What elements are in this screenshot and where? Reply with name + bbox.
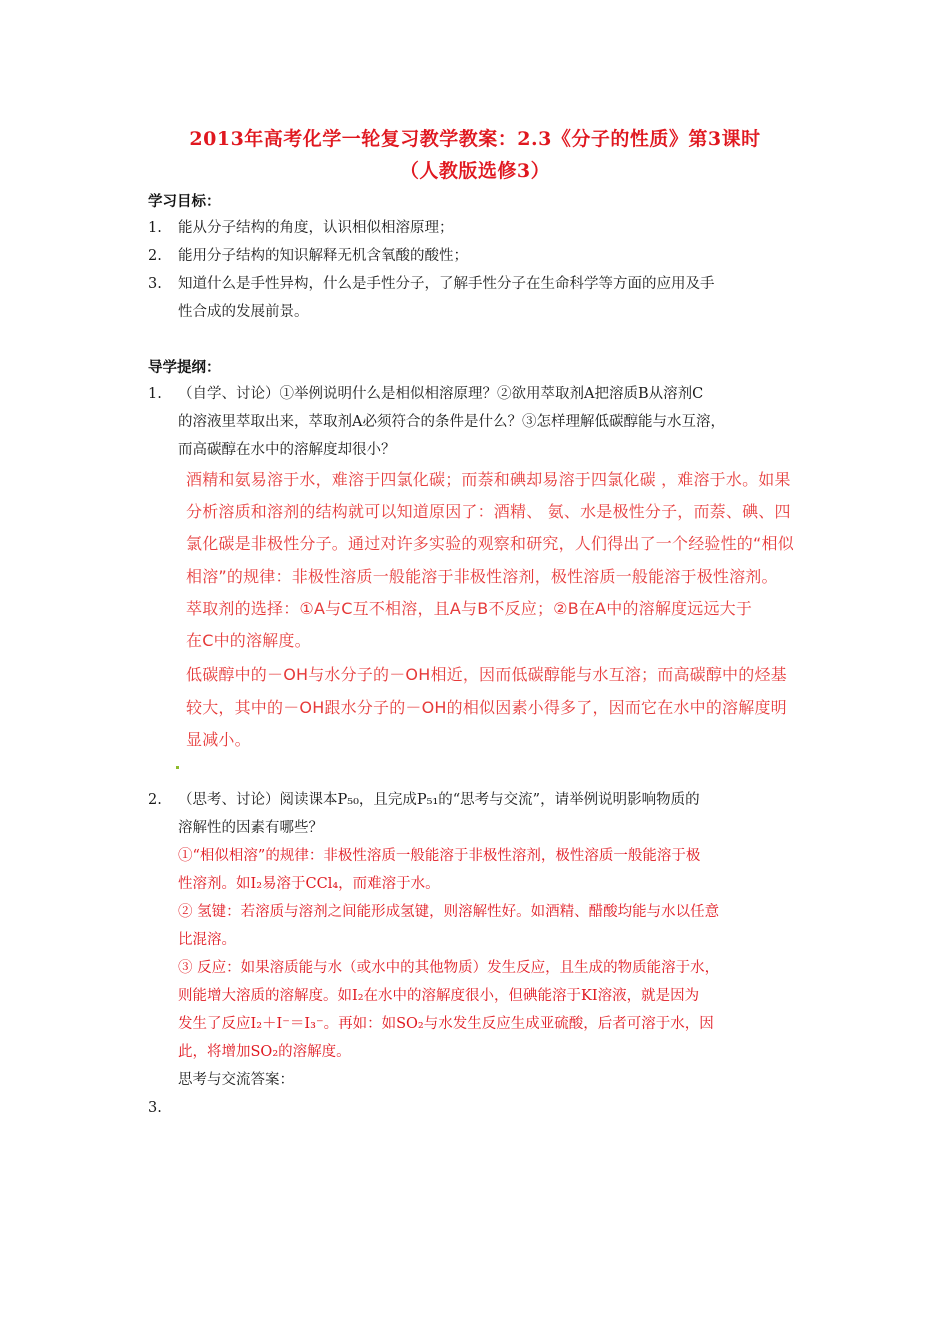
question-1-line1: （自学、讨论）①举例说明什么是相似相溶原理？②欲用萃取剂A把溶质B从溶剂C — [178, 386, 704, 402]
document-title-line2: （人教版选修3） — [399, 160, 551, 182]
answer-2-line6: 则能增大溶质的溶解度。如I₂在水中的溶解度很小，但碘能溶于KI溶液，就是因为 — [178, 988, 700, 1004]
answer-2-line5: ③ 反应：如果溶质能与水（或水中的其他物质）发生反应，且生成的物质能溶于水， — [178, 960, 720, 976]
objective-3-text-line1: 知道什么是手性异构，什么是手性分子，了解手性分子在生命科学等方面的应用及手 — [178, 276, 715, 292]
question-2-line1: （思考、讨论）阅读课本P₅₀，且完成P₅₁的“思考与交流”，请举例说明影响物质的 — [178, 792, 700, 808]
question-1-line2: 的溶液里萃取出来，萃取剂A必须符合的条件是什么？③怎样理解低碳醇能与水互溶， — [178, 414, 725, 430]
document-title-line1: 2013年高考化学一轮复习教学教案：2.3《分子的性质》第3课时 — [189, 128, 761, 150]
answer-2-line1: ①“相似相溶”的规律：非极性溶质一般能溶于非极性溶剂，极性溶质一般能溶于极 — [178, 848, 701, 864]
answer-1-line7: 低碳醇中的－OH与水分子的－OH相近，因而低碳醇能与水互溶；而高碳醇中的烃基 — [186, 665, 787, 684]
objective-1-text: 能从分子结构的角度，认识相似相溶原理； — [178, 220, 454, 236]
outline-heading: 导学提纲： — [148, 360, 221, 376]
question-1-line3: 而高碳醇在水中的溶解度却很小？ — [178, 442, 396, 458]
answer-1-line5: 萃取剂的选择：①A与C互不相溶，且A与B不反应；②B在A中的溶解度远远大于 — [186, 599, 753, 618]
answer-1-line2: 分析溶质和溶剂的结构就可以知道原因了：酒精、 氨、水是极性分子，而萘、碘、四 — [186, 502, 791, 521]
answer-2-line3: ② 氢键：若溶质与溶剂之间能形成氢键，则溶解性好。如酒精、醋酸均能与水以任意 — [178, 904, 720, 920]
objectives-heading: 学习目标： — [148, 194, 221, 210]
answer-1-line9: 显减小。 — [186, 730, 251, 749]
answer-1-line1: 酒精和氨易溶于水，难溶于四氯化碳；而萘和碘却易溶于四氯化碳 ，难溶于水。如果 — [186, 470, 791, 489]
stray-mark — [176, 766, 179, 769]
answer-1-line4: 相溶”的规律：非极性溶质一般能溶于非极性溶剂，极性溶质一般能溶于极性溶剂。 — [186, 567, 778, 586]
objective-2-text: 能用分子结构的知识解释无机含氧酸的酸性； — [178, 248, 468, 264]
question-2-line2: 溶解性的因素有哪些？ — [178, 820, 323, 836]
objective-2-number: 2. — [148, 248, 162, 264]
answer-2-line8: 此，将增加SO₂的溶解度。 — [178, 1044, 351, 1060]
answer-2-line4: 比混溶。 — [178, 932, 236, 948]
question-2-number: 2. — [148, 792, 162, 808]
answer-2-line7: 发生了反应I₂＋I⁻＝I₃⁻。再如：如SO₂与水发生反应生成亚硫酸，后者可溶于水，因 — [178, 1016, 714, 1032]
objective-3-text-line2: 性合成的发展前景。 — [178, 304, 309, 320]
answer-1-line3: 氯化碳是非极性分子。通过对许多实验的观察和研究，人们得出了一个经验性的“相似 — [186, 534, 794, 553]
question-3-number: 3. — [148, 1100, 162, 1116]
think-exchange-answer-label: 思考与交流答案： — [178, 1072, 294, 1088]
question-1-number: 1. — [148, 386, 162, 402]
objective-3-number: 3. — [148, 276, 162, 292]
answer-1-line6: 在C中的溶解度。 — [186, 631, 311, 650]
answer-2-line2: 性溶剂。如I₂易溶于CCl₄，而难溶于水。 — [178, 876, 440, 892]
objective-1-number: 1. — [148, 220, 162, 236]
answer-1-line8: 较大，其中的－OH跟水分子的－OH的相似因素小得多了，因而它在水中的溶解度明 — [186, 698, 787, 717]
